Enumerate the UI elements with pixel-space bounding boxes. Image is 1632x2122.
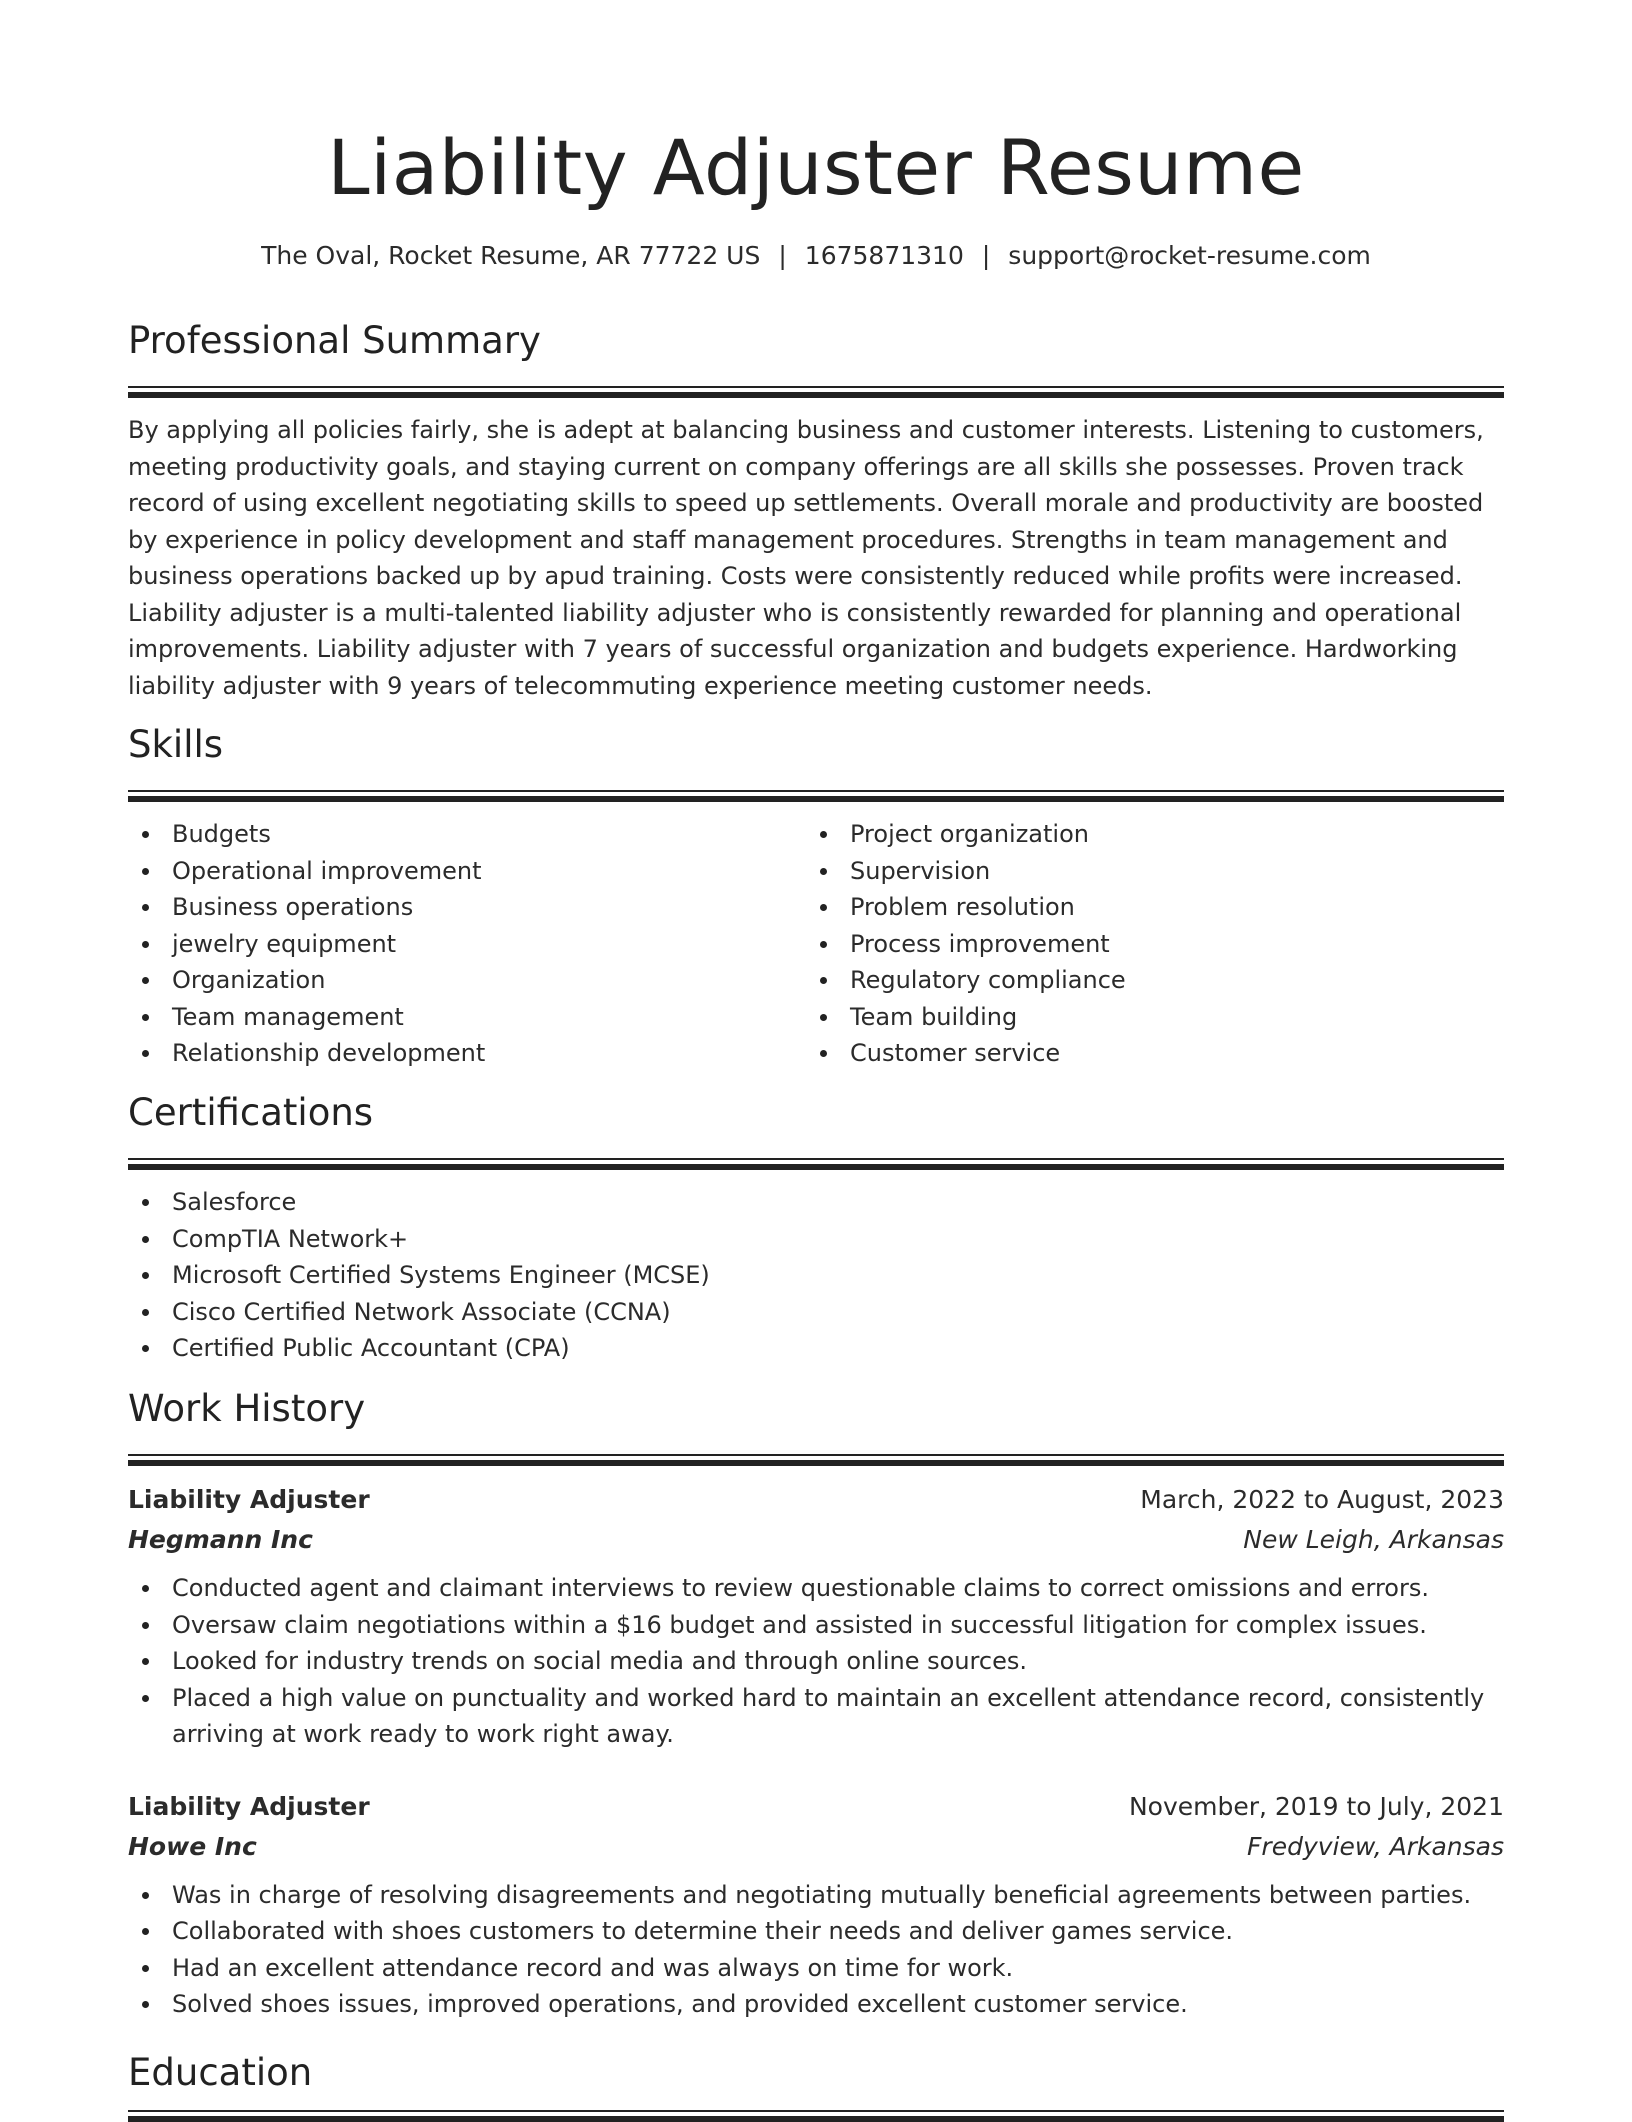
list-item: Salesforce bbox=[128, 1184, 1504, 1221]
list-item: Placed a high value on punctuality and worked hard to maintain an excellent attendance record, consistently arriving at work ready to work right away. bbox=[128, 1680, 1504, 1753]
job-header-row bbox=[128, 1787, 1504, 1827]
job-duties-list bbox=[128, 1570, 1504, 1753]
list-item: Team building bbox=[806, 999, 1484, 1036]
job-dates: March, 2022 to August, 2023 bbox=[1140, 1485, 1504, 1514]
job-company-row bbox=[128, 1520, 1504, 1560]
list-item: Supervision bbox=[806, 853, 1484, 890]
list-item: Solved shoes issues, improved operations, and provided excellent customer service. bbox=[128, 1986, 1504, 2023]
contact-separator: | bbox=[778, 241, 787, 270]
list-item: Business operations bbox=[128, 889, 806, 926]
job-location: New Leigh, Arkansas bbox=[1243, 1525, 1504, 1554]
summary-section bbox=[128, 316, 1504, 704]
skills-section bbox=[128, 720, 1504, 1072]
education-section bbox=[128, 2048, 1504, 2122]
resume-title: Liability Adjuster Resume bbox=[327, 123, 1305, 212]
section-divider bbox=[128, 1454, 1504, 1466]
list-item: Cisco Certified Network Associate (CCNA) bbox=[128, 1294, 1504, 1331]
list-item: Looked for industry trends on social media and through online sources. bbox=[128, 1643, 1504, 1680]
job-title: Liability Adjuster bbox=[128, 1485, 370, 1514]
section-divider bbox=[128, 790, 1504, 802]
work-history-section bbox=[128, 1384, 1504, 2023]
contact-phone: 1675871310 bbox=[804, 241, 964, 270]
list-item: Organization bbox=[128, 962, 806, 999]
list-item: Regulatory compliance bbox=[806, 962, 1484, 999]
work-history-heading: Work History bbox=[128, 1387, 366, 1430]
list-item: Was in charge of resolving disagreements and negotiating mutually beneficial agreements between parties. bbox=[128, 1877, 1504, 1914]
contact-line bbox=[128, 236, 1504, 276]
job-company: Howe Inc bbox=[128, 1831, 257, 1861]
contact-separator: | bbox=[981, 241, 991, 270]
summary-heading: Professional Summary bbox=[128, 319, 541, 362]
list-item: Collaborated with shoes customers to determine their needs and deliver games service. bbox=[128, 1913, 1504, 1950]
list-item: Project organization bbox=[806, 816, 1484, 853]
skills-columns bbox=[128, 802, 1504, 1072]
job-duties-list bbox=[128, 1877, 1504, 2023]
list-item: Customer service bbox=[806, 1035, 1484, 1072]
list-item: jewelry equipment bbox=[128, 926, 806, 963]
job-entry bbox=[128, 1787, 1504, 2023]
list-item: Had an excellent attendance record and was always on time for work. bbox=[128, 1950, 1504, 1987]
job-company-row bbox=[128, 1827, 1504, 1867]
section-divider bbox=[128, 386, 1504, 398]
list-item: Oversaw claim negotiations within a $16 budget and assisted in successful litigation for complex issues. bbox=[128, 1607, 1504, 1644]
job-company: Hegmann Inc bbox=[128, 1525, 313, 1554]
job-entry bbox=[128, 1480, 1504, 1753]
job-title: Liability Adjuster bbox=[128, 1791, 370, 1821]
certifications-heading: Certifications bbox=[128, 1091, 374, 1134]
skills-list-right bbox=[806, 816, 1484, 1072]
list-item: Relationship development bbox=[128, 1035, 806, 1072]
summary-text: By applying all policies fairly, she is adept at balancing business and customer interests. Listening to customers, meeting productivity goals, and staying current on company offerings are all skills she possesses. Proven track record of using excellent negotiating skills to speed up settlements. Overall morale and productivity are boosted by experience in policy development and staff management procedures. Strengths in team management and business operations backed up by apud training. Costs were consistently reduced while profits were increased. Liability adjuster is a multi-talented liability adjuster who is consistently rewarded for planning and operational improvements. Liability adjuster with 7 years of successful organization and budgets experience. Hardworking liability adjuster with 9 years of telecommuting experience meeting customer needs. bbox=[128, 416, 1484, 700]
list-item: Problem resolution bbox=[806, 889, 1484, 926]
list-item: Certified Public Accountant (CPA) bbox=[128, 1330, 1504, 1367]
contact-email: support@rocket-resume.com bbox=[1008, 241, 1371, 270]
skills-heading: Skills bbox=[128, 723, 224, 766]
list-item: Microsoft Certified Systems Engineer (MCSE) bbox=[128, 1257, 1504, 1294]
list-item: Operational improvement bbox=[128, 853, 806, 890]
job-location: Fredyview, Arkansas bbox=[1247, 1831, 1504, 1861]
list-item: CompTIA Network+ bbox=[128, 1221, 1504, 1258]
certifications-list bbox=[128, 1184, 1504, 1367]
list-item: Budgets bbox=[128, 816, 806, 853]
list-item: Conducted agent and claimant interviews to review questionable claims to correct omissions and errors. bbox=[128, 1570, 1504, 1607]
list-item: Team management bbox=[128, 999, 806, 1036]
skills-list-left bbox=[128, 816, 806, 1072]
section-divider bbox=[128, 1158, 1504, 1170]
job-header-row bbox=[128, 1480, 1504, 1520]
job-dates: November, 2019 to July, 2021 bbox=[1128, 1791, 1504, 1821]
education-heading: Education bbox=[128, 2051, 313, 2094]
contact-address: The Oval, Rocket Resume, AR 77722 US bbox=[261, 241, 761, 270]
certifications-section bbox=[128, 1088, 1504, 1367]
list-item: Process improvement bbox=[806, 926, 1484, 963]
